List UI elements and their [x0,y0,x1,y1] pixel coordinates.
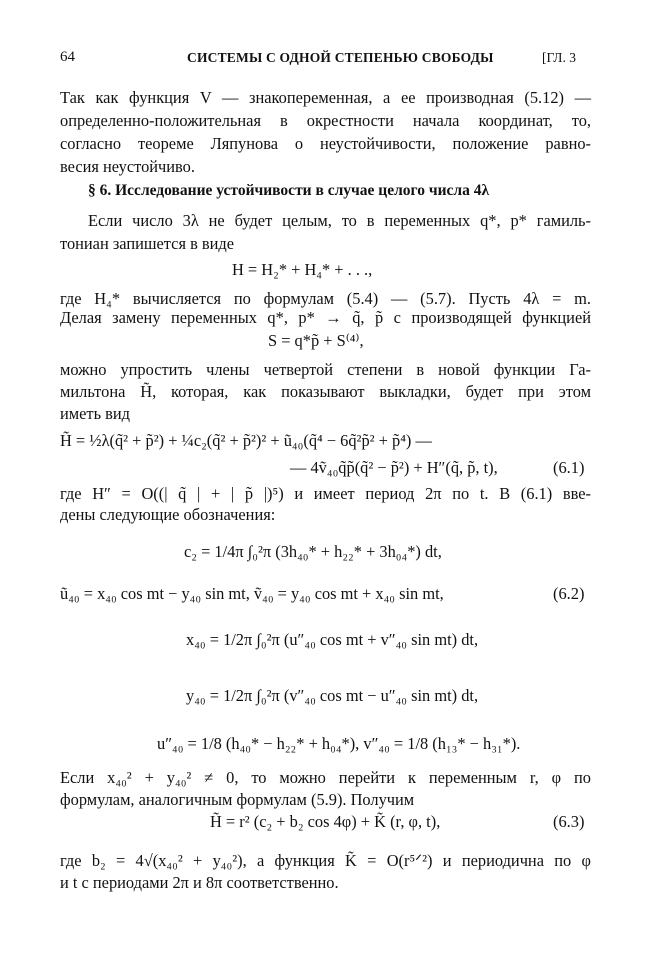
paragraph-line: Делая замену переменных q*, p* → q̃, p̃ с производящей функцией [60,308,591,327]
equation-hamiltonian: H = H₂* + H₄* + . . ., [232,260,373,279]
paragraph-line: где b₂ = 4√(x₄₀² + y₄₀²), а функция K̃ = O(r⁵ᐟ²) и периодична по φ [60,851,591,870]
equation-6-1-line1: H̃ = ½λ(q̃² + p̃²) + ¼c₂(q̃² + p̃²)² + ũ₄₀(q̃⁴ − 6q̃²p̃² + p̃⁴) — [60,431,432,450]
paragraph-line: и t с периодами 2π и 8π соответственно. [60,873,339,892]
chapter-label: [ГЛ. 3 [542,50,576,65]
paragraph-line: можно упростить члены четвертой степени в новой функции Га- [60,360,591,379]
equation-c2: c₂ = 1/4π ∫₀²π (3h₄₀* + h₂₂* + 3h₀₄*) dt, [184,542,442,561]
equation-x40: x₄₀ = 1/2π ∫₀²π (u″₄₀ cos mt + v″₄₀ sin mt) dt, [186,630,479,649]
equation-6-3: H̃ = r² (c₂ + b₂ cos 4φ) + K̃ (r, φ, t), [210,812,441,831]
paragraph-line: Так как функция V — знакопеременная, а ее производная (5.12) — [60,88,591,107]
equation-generating-function: S = q*p̃ + S⁽⁴⁾, [268,331,364,350]
paragraph-line: Если число 3λ не будет целым, то в переменных q*, p* гамиль- [88,211,591,230]
paragraph-line: иметь вид [60,404,131,423]
paragraph-line: дены следующие обозначения: [60,505,276,524]
equation-u-v-40: u″₄₀ = 1/8 (h₄₀* − h₂₂* + h₀₄*), v″₄₀ = 1/8 (h₁₃* − h₃₁*). [157,734,521,753]
paragraph-line: согласно теореме Ляпунова о неустойчивости, положение равно- [60,134,591,153]
running-title: СИСТЕМЫ С ОДНОЙ СТЕПЕНЬЮ СВОБОДЫ [187,50,494,65]
page-number: 64 [60,49,75,65]
paragraph-line: где H₄* вычисляется по формулам (5.4) — (5.7). Пусть 4λ = m. [60,289,591,308]
paragraph-line: мильтона H̃, которая, как показывают выкладки, будет при этом [60,382,591,401]
equation-label-6-1: (6.1) [553,458,585,477]
paragraph-line: где H″ = O((| q̃ | + | p̃ |)⁵) и имеет период 2π по t. В (6.1) вве- [60,484,591,503]
paragraph-line: Если x₄₀² + y₄₀² ≠ 0, то можно перейти к переменным r, φ по [60,768,591,787]
equation-label-6-3: (6.3) [553,812,585,831]
equation-label-6-2: (6.2) [553,584,585,603]
section-heading: § 6. Исследование устойчивости в случае целого числа 4λ [88,182,490,199]
equation-y40: y₄₀ = 1/2π ∫₀²π (v″₄₀ cos mt − u″₄₀ sin mt) dt, [186,686,479,705]
paragraph-line: весия неустойчиво. [60,157,195,176]
paragraph-line: определенно-положительная в окрестности начала координат, то, [60,111,591,130]
paragraph-line: тониан запишется в виде [60,234,235,253]
equation-6-2: ũ₄₀ = x₄₀ cos mt − y₄₀ sin mt, ṽ₄₀ = y₄₀ cos mt + x₄₀ sin mt, [60,584,444,603]
equation-6-1-line2: — 4ṽ₄₀q̃p̃(q̃² − p̃²) + H″(q̃, p̃, t), [290,458,498,477]
paragraph-line: формулам, аналогичным формулам (5.9). Получим [60,790,415,809]
